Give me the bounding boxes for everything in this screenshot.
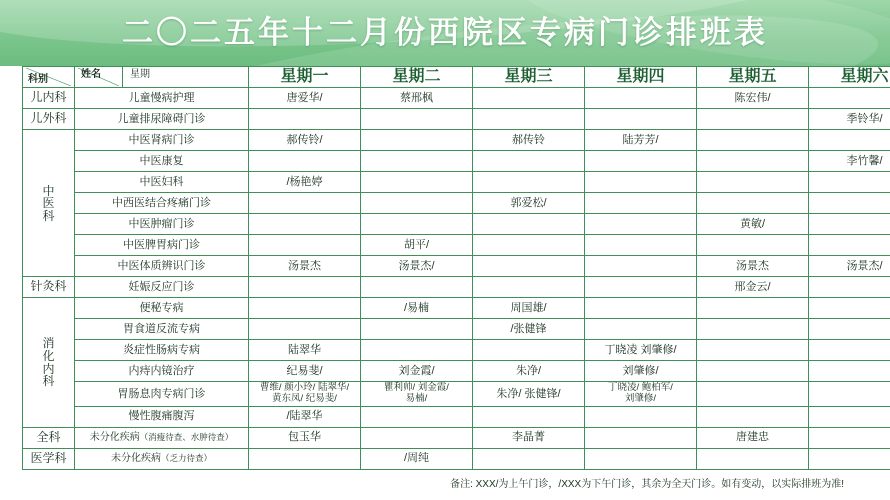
schedule-cell — [809, 235, 890, 256]
schedule-cell — [585, 448, 697, 469]
schedule-cell — [697, 340, 809, 361]
department-cell: 全科 — [23, 427, 75, 448]
table-row — [23, 382, 890, 406]
schedule-cell — [697, 172, 809, 193]
schedule-cell — [585, 193, 697, 214]
schedule-cell — [361, 172, 473, 193]
schedule-cell: 周国雄/ — [473, 298, 585, 319]
schedule-cell — [585, 427, 697, 448]
schedule-cell — [249, 319, 361, 340]
table-body — [23, 88, 890, 469]
schedule-cell — [697, 151, 809, 172]
schedule-cell — [473, 277, 585, 298]
schedule-cell — [473, 172, 585, 193]
schedule-cell: 唐建忠 — [697, 427, 809, 448]
schedule-cell: 黄敏/ — [697, 214, 809, 235]
weekday-header-mon: 星期一 — [249, 67, 361, 88]
schedule-cell: 郭爱松/ — [473, 193, 585, 214]
department-cell: 中 医 科 — [23, 130, 75, 277]
schedule-cell — [809, 340, 890, 361]
clinic-name-cell: 慢性腹痛腹泻 — [75, 406, 249, 427]
footnote: 备注: XXX/为上午门诊，/XXX为下午门诊，其余为全天门诊。如有变动，以实际排班为准! — [450, 478, 844, 490]
schedule-cell — [249, 151, 361, 172]
schedule-cell — [473, 256, 585, 277]
schedule-cell: 汤景杰/ — [809, 256, 890, 277]
schedule-cell: 汤景杰/ — [361, 256, 473, 277]
schedule-cell: /张健锋 — [473, 319, 585, 340]
clinic-name-cell: 中医肾病门诊 — [75, 130, 249, 151]
schedule-cell: 纪易斐/ — [249, 361, 361, 382]
clinic-name-cell: 内痔内镜治疗 — [75, 361, 249, 382]
schedule-cell — [697, 319, 809, 340]
schedule-cell: 汤景杰 — [697, 256, 809, 277]
schedule-table-wrapper — [0, 66, 890, 490]
schedule-cell: 陆翠华 — [249, 340, 361, 361]
schedule-cell — [585, 88, 697, 109]
table-row — [23, 406, 890, 427]
schedule-cell — [361, 319, 473, 340]
schedule-cell — [697, 448, 809, 469]
department-cell: 儿外科 — [23, 109, 75, 130]
schedule-cell: 朱净/ — [473, 361, 585, 382]
schedule-cell — [697, 109, 809, 130]
clinic-name-cell: 中医康复 — [75, 151, 249, 172]
corner-dept-label: 科别 — [28, 73, 48, 85]
schedule-cell: 丁晓凌 刘肇修/ — [585, 340, 697, 361]
schedule-cell — [585, 256, 697, 277]
schedule-cell — [809, 361, 890, 382]
schedule-cell — [361, 427, 473, 448]
weekday-header-thu: 星期四 — [585, 67, 697, 88]
schedule-cell — [473, 214, 585, 235]
schedule-cell — [361, 277, 473, 298]
schedule-cell — [809, 406, 890, 427]
schedule-cell — [585, 214, 697, 235]
clinic-name-cell: 未分化疾病（消瘦待查、水肿待查） — [75, 427, 249, 448]
table-row — [23, 256, 890, 277]
schedule-cell — [585, 406, 697, 427]
table-row — [23, 130, 890, 151]
schedule-cell — [473, 406, 585, 427]
schedule-cell — [473, 109, 585, 130]
department-cell: 消 化 内 科 — [23, 298, 75, 427]
table-row — [23, 361, 890, 382]
schedule-cell — [809, 214, 890, 235]
schedule-cell — [249, 277, 361, 298]
corner-week-label: 星期 — [130, 69, 150, 80]
schedule-cell — [249, 298, 361, 319]
schedule-cell: 丁晓凌/ 鲍柏军/ 刘肇修/ — [585, 382, 697, 406]
schedule-cell — [249, 235, 361, 256]
schedule-cell: 刘金霞/ — [361, 361, 473, 382]
schedule-cell — [473, 448, 585, 469]
table-row — [23, 151, 890, 172]
schedule-cell: 唐爱华/ — [249, 88, 361, 109]
clinic-name-cell: 中医肿瘤门诊 — [75, 214, 249, 235]
table-row — [23, 340, 890, 361]
clinic-name-cell: 便秘专病 — [75, 298, 249, 319]
schedule-cell — [809, 277, 890, 298]
schedule-cell: 朱净/ 张健锋/ — [473, 382, 585, 406]
schedule-cell — [585, 298, 697, 319]
clinic-name-cell: 炎症性肠病专病 — [75, 340, 249, 361]
schedule-cell — [585, 109, 697, 130]
department-cell: 儿内科 — [23, 88, 75, 109]
table-header — [23, 67, 890, 88]
schedule-cell — [809, 130, 890, 151]
schedule-cell: 郝传铃 — [473, 130, 585, 151]
schedule-cell: /周纯 — [361, 448, 473, 469]
schedule-cell — [697, 361, 809, 382]
schedule-cell — [361, 109, 473, 130]
schedule-cell — [473, 88, 585, 109]
schedule-cell — [809, 319, 890, 340]
page-title: 二〇二五年十二月份西院区专病门诊排班表 — [122, 15, 768, 50]
corner-name-header — [75, 67, 123, 88]
corner-diagonal — [26, 68, 71, 86]
week-label-holder — [126, 68, 245, 86]
header-row — [23, 67, 890, 88]
table-row — [23, 109, 890, 130]
schedule-cell — [361, 340, 473, 361]
schedule-cell — [697, 406, 809, 427]
department-cell: 针灸科 — [23, 277, 75, 298]
clinic-name-cell: 未分化疾病（乏力待查） — [75, 448, 249, 469]
schedule-cell — [585, 277, 697, 298]
schedule-cell: /杨艳婷 — [249, 172, 361, 193]
clinic-name-cell: 中医脾胃病门诊 — [75, 235, 249, 256]
schedule-cell — [697, 298, 809, 319]
table-row — [23, 277, 890, 298]
schedule-cell — [809, 172, 890, 193]
schedule-cell: 李晶菁 — [473, 427, 585, 448]
clinic-name-cell: 胃食道反流专病 — [75, 319, 249, 340]
schedule-cell — [361, 130, 473, 151]
schedule-cell — [697, 235, 809, 256]
weekday-header-sat: 星期六 — [809, 67, 890, 88]
schedule-cell — [585, 319, 697, 340]
clinic-name-cell: 中医妇科 — [75, 172, 249, 193]
schedule-cell — [249, 214, 361, 235]
schedule-cell: 曹维/ 颜小玲/ 陆翠华/ 黄东凤/ 纪易斐/ — [249, 382, 361, 406]
department-cell: 医学科 — [23, 448, 75, 469]
weekday-header-wed: 星期三 — [473, 67, 585, 88]
table-row — [23, 193, 890, 214]
table-row — [23, 88, 890, 109]
schedule-cell — [809, 193, 890, 214]
schedule-table — [22, 66, 890, 470]
schedule-cell: 郝传铃/ — [249, 130, 361, 151]
table-row — [23, 214, 890, 235]
table-row — [23, 298, 890, 319]
schedule-cell — [473, 235, 585, 256]
table-row — [23, 172, 890, 193]
schedule-cell — [697, 130, 809, 151]
schedule-cell — [361, 406, 473, 427]
schedule-cell — [809, 448, 890, 469]
schedule-cell: 瞿利帅/ 刘金霞/ 易楠/ — [361, 382, 473, 406]
corner-week-header — [123, 67, 249, 88]
name-diagonal — [78, 68, 119, 86]
schedule-cell: 刘肇修/ — [585, 361, 697, 382]
schedule-cell — [585, 151, 697, 172]
schedule-cell — [249, 193, 361, 214]
table-row — [23, 448, 890, 469]
schedule-cell: /易楠 — [361, 298, 473, 319]
corner-dept-header — [23, 67, 75, 88]
schedule-cell: 汤景杰 — [249, 256, 361, 277]
schedule-cell: 邢金云/ — [697, 277, 809, 298]
corner-name-label: 姓名 — [81, 69, 101, 80]
schedule-cell: 陆芳芳/ — [585, 130, 697, 151]
clinic-name-cell: 中西医结合疼痛门诊 — [75, 193, 249, 214]
clinic-name-cell: 儿童排尿障碍门诊 — [75, 109, 249, 130]
schedule-cell: 陈宏伟/ — [697, 88, 809, 109]
table-row — [23, 319, 890, 340]
schedule-cell: 包玉华 — [249, 427, 361, 448]
schedule-cell — [809, 298, 890, 319]
schedule-cell — [473, 151, 585, 172]
schedule-cell: 胡平/ — [361, 235, 473, 256]
title-banner — [0, 0, 890, 66]
schedule-cell — [809, 427, 890, 448]
schedule-cell — [585, 235, 697, 256]
schedule-cell — [809, 382, 890, 406]
schedule-cell — [249, 448, 361, 469]
schedule-cell — [249, 109, 361, 130]
weekday-header-fri: 星期五 — [697, 67, 809, 88]
clinic-name-cell: 胃肠息肉专病门诊 — [75, 382, 249, 406]
schedule-cell — [697, 382, 809, 406]
schedule-cell: /陆翠华 — [249, 406, 361, 427]
clinic-name-cell: 妊娠反应门诊 — [75, 277, 249, 298]
clinic-name-cell: 中医体质辨识门诊 — [75, 256, 249, 277]
schedule-cell — [585, 172, 697, 193]
schedule-cell — [473, 340, 585, 361]
schedule-cell — [361, 151, 473, 172]
schedule-cell — [809, 88, 890, 109]
clinic-name-cell: 儿童慢病护理 — [75, 88, 249, 109]
schedule-cell: 季铃华/ — [809, 109, 890, 130]
schedule-cell — [697, 193, 809, 214]
schedule-cell — [361, 214, 473, 235]
bottom-strip — [0, 494, 890, 500]
schedule-cell — [361, 193, 473, 214]
schedule-cell: 蔡邢枫 — [361, 88, 473, 109]
table-row — [23, 427, 890, 448]
weekday-header-tue: 星期二 — [361, 67, 473, 88]
schedule-cell: 李竹馨/ — [809, 151, 890, 172]
table-row — [23, 235, 890, 256]
